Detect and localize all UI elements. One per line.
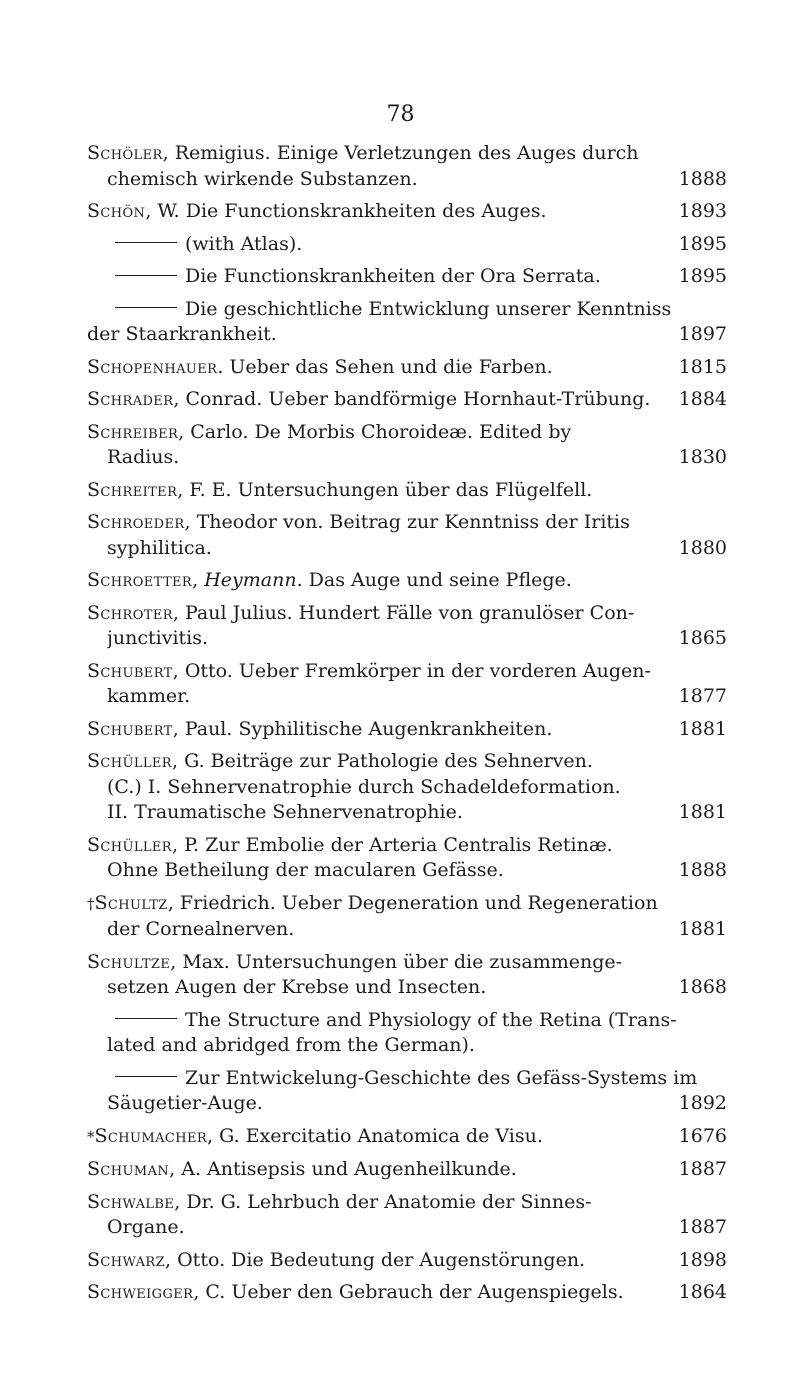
bibliography-entry	[87, 420, 727, 471]
entry-continuation-line	[87, 1091, 727, 1117]
entry-title: , Theodor von. Beitrag zur Kenntniss der Iritis	[184, 511, 630, 533]
entry-continuation-line	[87, 800, 727, 826]
entry-title-continued: lated and abridged from the German).	[107, 1034, 475, 1056]
entry-first-line	[87, 891, 727, 918]
entry-title: Die Functionskrankheiten der Ora Serrata.	[185, 265, 601, 287]
entry-year: 1887	[678, 1216, 727, 1238]
bibliography-entry	[87, 1008, 727, 1059]
entry-title: , Dr. G. Lehrbuch der Anatomie der Sinnes-	[174, 1190, 592, 1213]
author-name: Schön	[87, 200, 146, 222]
entry-first-line	[87, 749, 727, 775]
entry-text	[87, 199, 669, 225]
entry-title: Die geschichtliche Entwicklung unserer Kenntniss	[185, 297, 672, 320]
entry-continuation-line	[87, 167, 727, 193]
entry-first-line	[87, 199, 727, 225]
entry-title: , C. Ueber den Gebrauch der Augenspiegels.	[193, 1281, 624, 1303]
entry-text	[87, 141, 727, 167]
bibliography-entry	[87, 601, 727, 652]
entry-first-line	[87, 1280, 727, 1306]
entry-text	[87, 232, 669, 258]
bibliography-entry	[87, 478, 727, 504]
page-number: 78	[386, 102, 415, 127]
entry-year: 1884	[678, 388, 727, 410]
entry-text	[87, 420, 727, 446]
entry-text	[87, 659, 727, 685]
entry-title: , Otto. Die Bedeutung der Augenstörungen.	[165, 1248, 586, 1271]
author-name: Schroetter	[87, 569, 193, 591]
entry-text	[87, 355, 669, 381]
entry-continuation-line	[87, 917, 727, 943]
author-name: Schubert	[87, 717, 173, 740]
bibliography-entry	[87, 568, 727, 594]
author-name: Schrader	[87, 388, 174, 410]
entry-first-line	[87, 1008, 727, 1034]
entry-first-line	[87, 264, 727, 290]
bibliography-entry	[87, 1124, 727, 1151]
author-given-name: Heymann	[204, 569, 297, 591]
entry-first-line	[87, 141, 727, 167]
bibliography-entry	[87, 232, 727, 258]
entry-title-continued: Organe.	[107, 1216, 185, 1238]
bibliography-entry	[87, 1157, 727, 1183]
entry-text	[87, 387, 669, 413]
author-name: Schwalbe	[87, 1190, 175, 1213]
entry-first-line	[87, 478, 727, 504]
entry-year: 1865	[678, 627, 727, 649]
entry-continuation-line	[87, 1215, 727, 1241]
entry-first-line	[87, 420, 727, 446]
entry-year: 1881	[678, 717, 727, 740]
entry-text	[87, 891, 727, 918]
entry-text	[87, 1008, 727, 1034]
entry-year: 1877	[678, 685, 727, 707]
entry-year: 1888	[678, 859, 727, 881]
entry-title: The Structure and Physiology of the Retina (Trans-	[185, 1008, 677, 1031]
entry-first-line	[87, 297, 727, 323]
entry-punct: ,	[192, 569, 205, 591]
author-name: Schreiber	[87, 420, 179, 443]
entry-title: , Max. Untersuchungen über die zusammenge-	[170, 950, 623, 973]
entry-title: , A. Antisepsis und Augenheilkunde.	[169, 1158, 517, 1180]
entry-year: 1676	[678, 1124, 727, 1147]
entry-title: , W. Die Functionskrankheiten des Auges.	[145, 200, 547, 222]
entry-text	[87, 1280, 669, 1306]
entry-title-continued: Radius.	[107, 446, 180, 468]
entry-text	[87, 1124, 669, 1151]
entry-year: 1887	[678, 1158, 727, 1180]
bibliography-entry	[87, 891, 727, 943]
bibliography-entry	[87, 1280, 727, 1306]
entry-text	[87, 950, 727, 976]
entry-title: . Ueber das Sehen und die Farben.	[217, 355, 553, 378]
entry-year: 1881	[678, 801, 727, 823]
bibliography-entry	[87, 1066, 727, 1117]
entry-title-continued: kammer.	[107, 685, 191, 707]
entry-year: 1897	[678, 323, 727, 345]
entry-year: 1868	[678, 976, 727, 998]
author-name: Schreiter	[87, 478, 178, 501]
entry-year: 1898	[678, 1248, 727, 1271]
entry-title: , Carlo. De Morbis Choroideæ. Edited by	[178, 420, 572, 443]
ditto-dash	[115, 275, 177, 276]
entry-text	[87, 1248, 669, 1274]
entry-continuation-line	[87, 626, 727, 652]
entry-title-continued: der Cornealnerven.	[107, 918, 295, 940]
bibliography-entry	[87, 717, 727, 743]
entry-text	[87, 1066, 727, 1092]
entry-text	[87, 264, 669, 290]
entry-title: , Remigius. Einige Verletzungen des Auges durch	[162, 142, 639, 164]
entry-continuation-line	[87, 975, 727, 1001]
author-name: Schumacher	[94, 1124, 208, 1147]
entry-year: 1895	[678, 265, 727, 287]
entry-title: , Otto. Ueber Fremkörper in der vorderen Augen-	[172, 659, 651, 682]
entry-year: 1864	[678, 1281, 727, 1303]
entry-first-line	[87, 387, 727, 413]
entry-first-line	[87, 659, 727, 685]
entry-first-line	[87, 950, 727, 976]
entry-continuation-line	[87, 775, 727, 801]
ditto-dash	[115, 242, 177, 243]
author-name: Schultz	[94, 891, 168, 914]
entry-first-line	[87, 717, 727, 743]
ditto-dash	[115, 1076, 177, 1077]
entry-continuation-line	[87, 1033, 727, 1059]
entry-title-continued: der Staarkrankheit.	[87, 323, 277, 345]
bibliography-entry	[87, 264, 727, 290]
entry-first-line	[87, 1157, 727, 1183]
author-name: Schubert	[87, 659, 173, 682]
entry-continuation-line	[87, 858, 727, 884]
author-name: Schultze	[87, 950, 171, 973]
bibliography-entry	[87, 355, 727, 381]
entry-first-line	[87, 1190, 727, 1216]
entry-text	[87, 297, 727, 323]
entry-title-continued: syphilitica.	[107, 536, 212, 559]
bibliography-entry	[87, 199, 727, 225]
entry-first-line	[87, 510, 727, 536]
entry-title: (with Atlas).	[185, 232, 303, 255]
entry-year: 1893	[678, 200, 727, 222]
entry-title-continued: setzen Augen der Krebse und Insecten.	[107, 976, 487, 998]
entry-title: , F. E. Untersuchungen über das Flügelfell.	[177, 478, 593, 501]
entry-title: Zur Entwickelung-Geschichte des Gefäss-Systems im	[185, 1066, 698, 1089]
entry-year: 1895	[678, 232, 727, 255]
bibliography-entry	[87, 510, 727, 561]
author-name: Schöler	[87, 142, 163, 164]
bibliography-entry	[87, 1190, 727, 1241]
entry-text	[87, 717, 669, 743]
entry-title: , Paul. Syphilitische Augenkrankheiten.	[172, 717, 553, 740]
entry-title: , G. Exercitatio Anatomica de Visu.	[207, 1124, 543, 1147]
bibliography-entry	[87, 141, 727, 192]
author-name: Schroeder	[87, 511, 185, 533]
bibliography-entry	[87, 297, 727, 348]
ditto-dash	[115, 1018, 177, 1019]
entry-text	[87, 1190, 727, 1216]
entry-text	[87, 568, 717, 594]
entry-title: , Paul Julius. Hundert Fälle von granulöser Con-	[172, 601, 635, 624]
entry-first-line	[87, 833, 727, 859]
bibliography-list	[87, 141, 727, 1313]
entry-title-continued: chemisch wirkende Substanzen.	[107, 167, 418, 190]
entry-continuation-line	[87, 684, 727, 710]
author-name: Schüller	[87, 750, 172, 772]
entry-text	[87, 1157, 669, 1183]
entry-first-line	[87, 1066, 727, 1092]
bibliography-entry	[87, 659, 727, 710]
entry-first-line	[87, 1248, 727, 1274]
bibliography-entry	[87, 749, 727, 826]
bibliography-entry	[87, 1248, 727, 1274]
entry-title-continued: Ohne Betheilung der macularen Gefässe.	[107, 859, 504, 881]
bibliography-entry	[87, 950, 727, 1001]
ditto-dash	[115, 307, 177, 308]
entry-first-line	[87, 1124, 727, 1151]
author-name: Schroter	[87, 601, 173, 624]
entry-title: . Das Auge und seine Pflege.	[296, 569, 572, 591]
entry-continuation-line	[87, 322, 727, 348]
entry-first-line	[87, 601, 727, 627]
entry-title: , Conrad. Ueber bandförmige Hornhaut-Trübung.	[173, 388, 651, 410]
entry-title-continued: II. Traumatische Sehnervenatrophie.	[107, 801, 463, 823]
entry-title-continued: junctivitis.	[107, 627, 209, 649]
entry-first-line	[87, 232, 727, 258]
author-name: Schopenhauer	[87, 355, 218, 378]
bibliography-entry	[87, 387, 727, 413]
entry-title-continued: (C.) I. Sehnervenatrophie durch Schadeldeformation.	[107, 775, 621, 798]
entry-marker: †	[87, 894, 95, 913]
entry-year: 1892	[678, 1092, 727, 1114]
entry-title: , G. Beiträge zur Pathologie des Sehnerven.	[172, 750, 593, 772]
entry-text	[87, 833, 727, 859]
entry-text	[87, 601, 727, 627]
entry-text	[87, 510, 727, 536]
entry-continuation-line	[87, 445, 727, 471]
entry-text	[87, 749, 727, 775]
entry-title: , Friedrich. Ueber Degeneration und Regeneration	[167, 891, 658, 914]
entry-year: 1880	[678, 536, 727, 559]
author-name: Schuman	[87, 1158, 170, 1180]
bibliography-entry	[87, 833, 727, 884]
entry-first-line	[87, 568, 727, 594]
entry-year: 1888	[678, 167, 727, 190]
entry-year: 1881	[678, 918, 727, 940]
author-name: Schüller	[87, 833, 172, 856]
entry-marker: *	[87, 1127, 95, 1146]
author-name: Schweigger	[87, 1281, 194, 1303]
author-name: Schwarz	[87, 1248, 166, 1271]
entry-title: , P. Zur Embolie der Arteria Centralis Retinæ.	[172, 833, 613, 856]
entry-continuation-line	[87, 536, 727, 562]
entry-year: 1815	[678, 355, 727, 378]
entry-title-continued: Säugetier-Auge.	[107, 1092, 263, 1114]
entry-year: 1830	[678, 446, 727, 468]
entry-text	[87, 478, 717, 504]
entry-first-line	[87, 355, 727, 381]
